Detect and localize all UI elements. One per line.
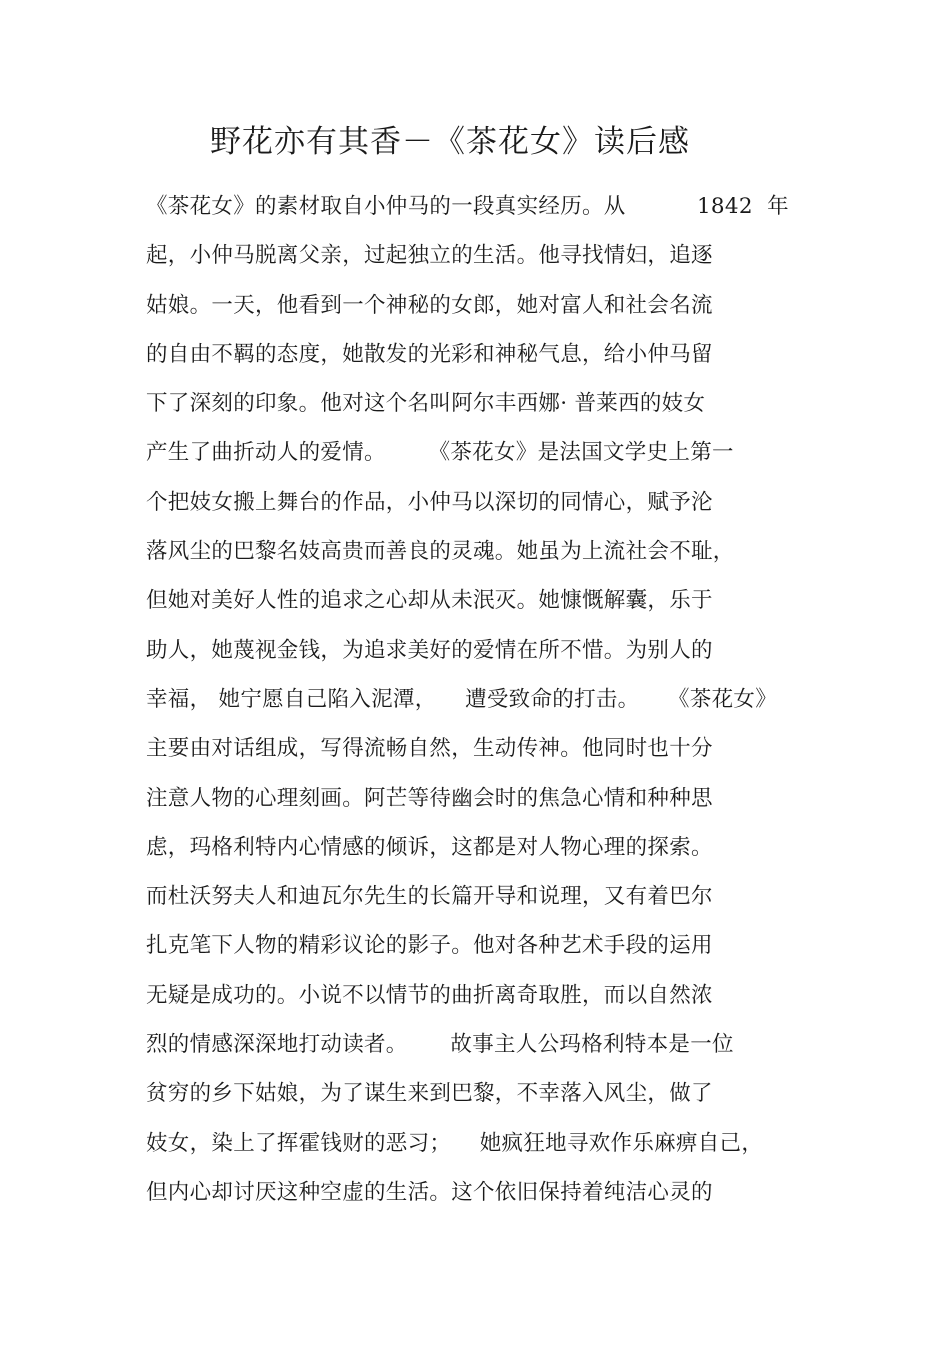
text-line: 而杜沃努夫人和迪瓦尔先生的长篇开导和说理，又有着巴尔 <box>146 884 713 910</box>
text-line: 主要由对话组成，写得流畅自然，生动传神。他同时也十分 <box>146 736 713 762</box>
text-line: 个把妓女搬上舞台的作品，小仲马以深切的同情心，赋予沦 <box>146 489 713 515</box>
document-body <box>146 187 926 1222</box>
text-line: 贫穷的乡下姑娘，为了谋生来到巴黎，不幸落入风尘，做了 <box>146 1081 713 1107</box>
text-line: 扎克笔下人物的精彩议论的影子。他对各种艺术手段的运用 <box>146 933 713 959</box>
text-line: 无疑是成功的。小说不以情节的曲折离奇取胜，而以自然浓 <box>146 982 713 1008</box>
text-line: 但内心却讨厌这种空虚的生活。这个依旧保持着纯洁心灵的 <box>146 1179 713 1205</box>
text-line: 的自由不羁的态度，她散发的光彩和神秘气息，给小仲马留 <box>146 341 713 367</box>
text-line: 落风尘的巴黎名妓高贵而善良的灵魂。她虽为上流社会不耻， <box>146 539 735 565</box>
text-line: 幸福， 她宁愿自己陷入泥潭， 遭受致命的打击。 《茶花女》 <box>146 686 778 712</box>
text-line: 注意人物的心理刻画。阿芒等待幽会时的焦急心情和种种思 <box>146 785 713 811</box>
text-line: 但她对美好人性的追求之心却从未泯灭。她慷慨解囊，乐于 <box>146 588 713 614</box>
document-title: 野花亦有其香－《茶花女》读后感 <box>210 124 690 160</box>
text-line: 姑娘。一天，他看到一个神秘的女郎，她对富人和社会名流 <box>146 292 713 318</box>
text-line: 《茶花女》的素材取自小仲马的一段真实经历。从 1842 年 <box>146 194 789 219</box>
text-line: 产生了曲折动人的爱情。 《茶花女》是法国文学史上第一 <box>146 440 734 466</box>
text-line: 烈的情感深深地打动读者。 故事主人公玛格利特本是一位 <box>146 1032 734 1058</box>
text-line: 起，小仲马脱离父亲，过起独立的生活。他寻找情妇，追逐 <box>146 243 713 269</box>
text-line: 虑，玛格利特内心情感的倾诉，这都是对人物心理的探索。 <box>146 834 713 860</box>
text-line: 妓女，染上了挥霍钱财的恶习； 她疯狂地寻欢作乐麻痹自己， <box>146 1130 764 1156</box>
text-line: 助人，她蔑视金钱，为追求美好的爱情在所不惜。为别人的 <box>146 637 713 663</box>
text-line: 下了深刻的印象。他对这个名叫阿尔丰西娜· 普莱西的妓女 <box>146 391 706 417</box>
